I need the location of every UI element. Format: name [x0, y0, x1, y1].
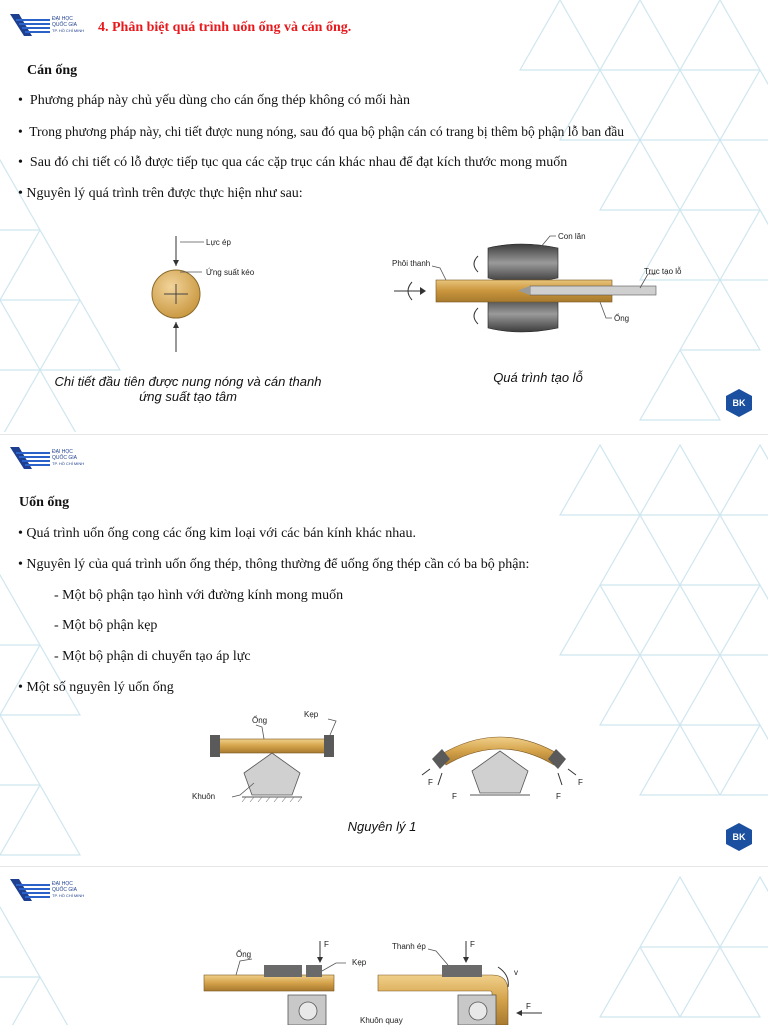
- label-die: Khuôn: [192, 792, 216, 801]
- bk-badge-icon: [724, 821, 754, 851]
- sub-item: - Một bộ phận kẹp: [54, 618, 158, 633]
- section-heading: Cán ống: [27, 63, 78, 78]
- bullet-item: • Một số nguyên lý uốn ống: [18, 680, 174, 695]
- force-label: F: [452, 792, 457, 801]
- slide-2: [0, 434, 768, 865]
- background-pattern: [0, 0, 768, 432]
- label-tube: Ống: [614, 314, 630, 323]
- force-label: F: [428, 778, 433, 787]
- bullet-item: • Quá trình uốn ống cong các ống kim loại với các bán kính khác nhau.: [18, 526, 416, 541]
- logo-line-3: TP. HỒ CHÍ MINH: [52, 893, 85, 898]
- bullet-item: • Trong phương pháp này, chi tiết được nung nóng, sau đó qua bộ phận cán có trang bị thêm bộ phận lỗ ban đầu: [18, 124, 625, 139]
- force-label: F: [556, 792, 561, 801]
- caption-line-2: ứng suất tạo tâm: [139, 389, 237, 404]
- logo-line-3: TP. HỒ CHÍ MINH: [52, 461, 85, 466]
- bullet-text: Quá trình uốn ống cong các ống kim loại với các bán kính khác nhau.: [26, 526, 416, 541]
- label-clamp: Kẹp: [304, 710, 319, 719]
- bullet-text: Trong phương pháp này, chi tiết được nung nóng, sau đó qua bộ phận cán có trang bị thêm bộ phận lỗ ban đầu: [29, 124, 625, 139]
- badge-text: BK: [732, 398, 746, 408]
- force-label: F: [324, 940, 329, 949]
- label-clamp: Kẹp: [352, 958, 367, 967]
- label-rotary-die: Khuôn quay: [360, 1016, 403, 1025]
- rotary-bending-figure: [196, 935, 556, 1025]
- bullet-text: Sau đó chi tiết có lỗ được tiếp tục qua các cặp trục cán khác nhau để đạt kích thước mong muốn: [29, 155, 568, 170]
- badge-text: BK: [732, 832, 746, 842]
- bullet-item: • Sau đó chi tiết có lỗ được tiếp tục qua các cặp trục cán khác nhau để đạt kích thước mong muốn: [18, 155, 568, 170]
- university-logo: [10, 12, 90, 38]
- bullet-text: Phương pháp này chủ yếu dùng cho cán ống thép không có mối hàn: [29, 93, 410, 108]
- bullet-text: Nguyên lý quá trình trên được thực hiện như sau:: [26, 186, 303, 201]
- bullet-item: • Nguyên lý quá trình trên được thực hiện như sau:: [18, 186, 303, 201]
- bullet-item: • Phương pháp này chủ yếu dùng cho cán ống thép không có mối hàn: [18, 93, 410, 108]
- force-label: F: [526, 1002, 531, 1011]
- velocity-label: v: [514, 968, 518, 977]
- caption-line-1: Chi tiết đầu tiên được nung nóng và cán thanh: [54, 374, 322, 389]
- logo-line-2: QUỐC GIA: [52, 887, 78, 893]
- bullet-item: • Nguyên lý của quá trình uốn ống thép, thông thường để uống ống thép cần có ba bộ phận:: [18, 557, 530, 572]
- force-label: F: [578, 778, 583, 787]
- bullet-text: Một số nguyên lý uốn ống: [26, 680, 174, 695]
- label-mandrel: Trục tạo lỗ: [644, 267, 682, 276]
- label-tube: Ống: [252, 716, 268, 725]
- section-heading: Uốn ống: [19, 495, 70, 510]
- logo-line-2: QUỐC GIA: [52, 22, 78, 28]
- figure-caption: Nguyên lý 1: [347, 819, 417, 834]
- piercing-process-figure: [390, 228, 710, 348]
- logo-line-1: ĐẠI HỌC: [52, 881, 73, 887]
- label-force: Lực ép: [206, 238, 231, 247]
- bullet-text: Nguyên lý của quá trình uốn ống thép, thông thường để uống ống thép cần có ba bộ phận:: [26, 557, 530, 572]
- logo-line-1: ĐẠI HỌC: [52, 16, 73, 22]
- slide-3: [0, 866, 768, 1025]
- label-press-bar: Thanh ép: [392, 942, 426, 951]
- slide-1: [0, 0, 768, 432]
- label-tube: Ống: [236, 950, 252, 959]
- logo-line-2: QUỐC GIA: [52, 455, 78, 461]
- university-logo: [10, 445, 90, 471]
- logo-line-3: TP. HỒ CHÍ MINH: [52, 28, 85, 33]
- sub-item: - Một bộ phận tạo hình với đường kính mong muốn: [54, 588, 344, 603]
- bending-principle-figure: [180, 703, 600, 813]
- university-logo: [10, 877, 90, 903]
- slide-title: 4. Phân biệt quá trình uốn ống và cán ống.: [98, 20, 352, 35]
- logo-line-1: ĐẠI HỌC: [52, 449, 73, 455]
- billet-stress-figure: [140, 228, 300, 358]
- force-label: F: [470, 940, 475, 949]
- figure-caption-left: [30, 374, 346, 404]
- label-stress: Ứng suất kéo: [206, 268, 255, 277]
- bk-badge-icon: [724, 387, 754, 417]
- figure-caption-right: Quá trình tạo lỗ: [493, 370, 583, 385]
- label-roller: Con lăn: [558, 232, 586, 241]
- sub-item: - Một bộ phận di chuyển tạo áp lực: [54, 649, 251, 664]
- label-billet: Phôi thanh: [392, 259, 431, 268]
